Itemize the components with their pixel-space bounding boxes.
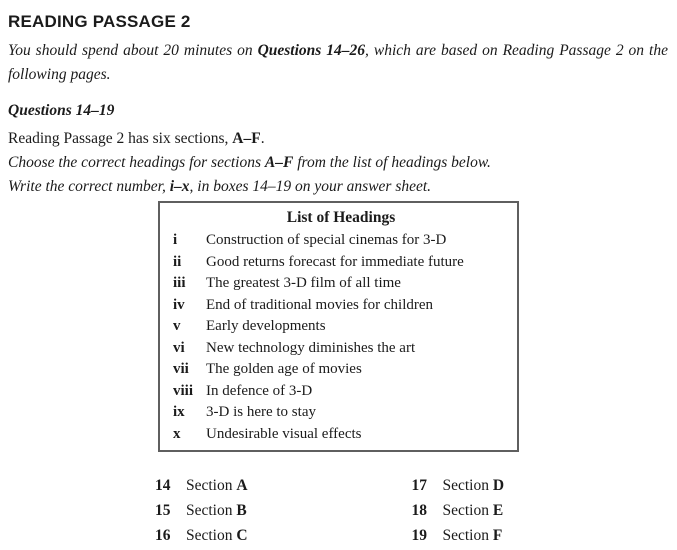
heading-text: Early developments <box>206 318 326 334</box>
heading-item-ii <box>173 252 509 274</box>
heading-numeral: ix <box>173 404 185 420</box>
choose-sections-range: A–F <box>264 154 294 171</box>
heading-numeral: iii <box>173 275 186 291</box>
question-label <box>186 473 248 498</box>
section-letter: F <box>492 527 503 544</box>
heading-numeral: v <box>173 318 181 334</box>
question-label <box>186 523 248 548</box>
heading-item-iv <box>173 295 509 317</box>
heading-numeral: vi <box>173 339 185 356</box>
section-letter: B <box>236 502 247 519</box>
heading-text: Undesirable visual effects <box>206 425 362 442</box>
question-item-17 <box>412 473 669 498</box>
question-number: 18 <box>411 502 427 519</box>
question-item-16 <box>155 523 412 548</box>
intro-text-2: , which are based on Reading Passage 2 on the following pages. <box>8 42 668 83</box>
sections-count-line <box>8 127 668 151</box>
choose-text-1: Choose the correct headings for sections <box>8 154 265 171</box>
heading-text: The golden age of movies <box>206 361 362 377</box>
sections-count-text-2: . <box>260 130 265 147</box>
heading-numeral: x <box>173 425 181 442</box>
sections-count-text-1: Reading Passage 2 has six sections, <box>8 130 233 147</box>
heading-item-iii <box>173 273 509 295</box>
question-label <box>443 473 505 498</box>
question-number: 15 <box>155 502 171 519</box>
questions-range-heading: Questions 14–19 <box>8 102 115 119</box>
section-word: Section <box>186 477 237 494</box>
write-instruction-line <box>8 175 668 199</box>
question-item-15 <box>155 498 412 523</box>
heading-numeral: vii <box>173 361 189 377</box>
heading-text: Construction of special cinemas for 3-D <box>206 232 447 248</box>
heading-text: In defence of 3-D <box>206 382 313 399</box>
section-letter: C <box>236 527 248 544</box>
heading-numeral: ii <box>173 253 182 270</box>
choose-text-2: from the list of headings below. <box>293 154 491 171</box>
heading-item-vi <box>173 338 509 360</box>
section-word: Section <box>442 477 493 494</box>
write-text-2: , in boxes 14–19 on your answer sheet. <box>189 178 432 195</box>
heading-item-viii <box>173 381 509 403</box>
question-label <box>443 523 503 548</box>
question-number: 16 <box>155 527 171 544</box>
intro-paragraph <box>8 39 668 87</box>
heading-numeral: iv <box>173 296 185 313</box>
choose-instruction-line <box>8 151 668 175</box>
heading-numeral: viii <box>173 382 194 399</box>
question-label <box>186 498 247 523</box>
heading-text: End of traditional movies for children <box>206 296 434 313</box>
page-title: READING PASSAGE 2 <box>8 12 191 31</box>
answers-left-column <box>155 473 412 548</box>
heading-text: Good returns forecast for immediate future <box>206 253 464 270</box>
heading-item-vii <box>173 359 509 381</box>
heading-numeral: i <box>173 232 178 248</box>
heading-item-i <box>173 230 509 252</box>
write-numeral-range: i–x <box>169 178 190 195</box>
question-label <box>443 498 504 523</box>
question-item-14 <box>155 473 412 498</box>
heading-text: The greatest 3-D film of all time <box>206 275 401 291</box>
question-item-19 <box>412 523 669 548</box>
heading-text: New technology diminishes the art <box>206 339 416 356</box>
question-number: 14 <box>155 477 171 494</box>
section-word: Section <box>186 502 237 519</box>
heading-item-x <box>173 424 509 446</box>
question-number: 17 <box>411 477 427 494</box>
section-word: Section <box>442 527 493 544</box>
intro-text-1: You should spend about 20 minutes on <box>8 42 258 59</box>
section-letter: A <box>236 477 248 494</box>
answers-right-column <box>412 473 669 548</box>
headings-box-title: List of Headings <box>286 209 396 226</box>
section-word: Section <box>442 502 493 519</box>
sections-range: A–F <box>232 130 261 147</box>
question-item-18 <box>412 498 669 523</box>
write-text-1: Write the correct number, <box>8 178 170 195</box>
headings-box <box>158 201 519 452</box>
heading-item-v <box>173 316 509 338</box>
question-number: 19 <box>411 527 427 544</box>
heading-item-ix <box>173 402 509 424</box>
section-letter: D <box>492 477 505 494</box>
section-word: Section <box>186 527 237 544</box>
heading-text: 3-D is here to stay <box>206 404 316 420</box>
intro-questions-range: Questions 14–26 <box>257 42 366 59</box>
answers-section <box>155 473 668 548</box>
section-letter: E <box>492 502 504 519</box>
